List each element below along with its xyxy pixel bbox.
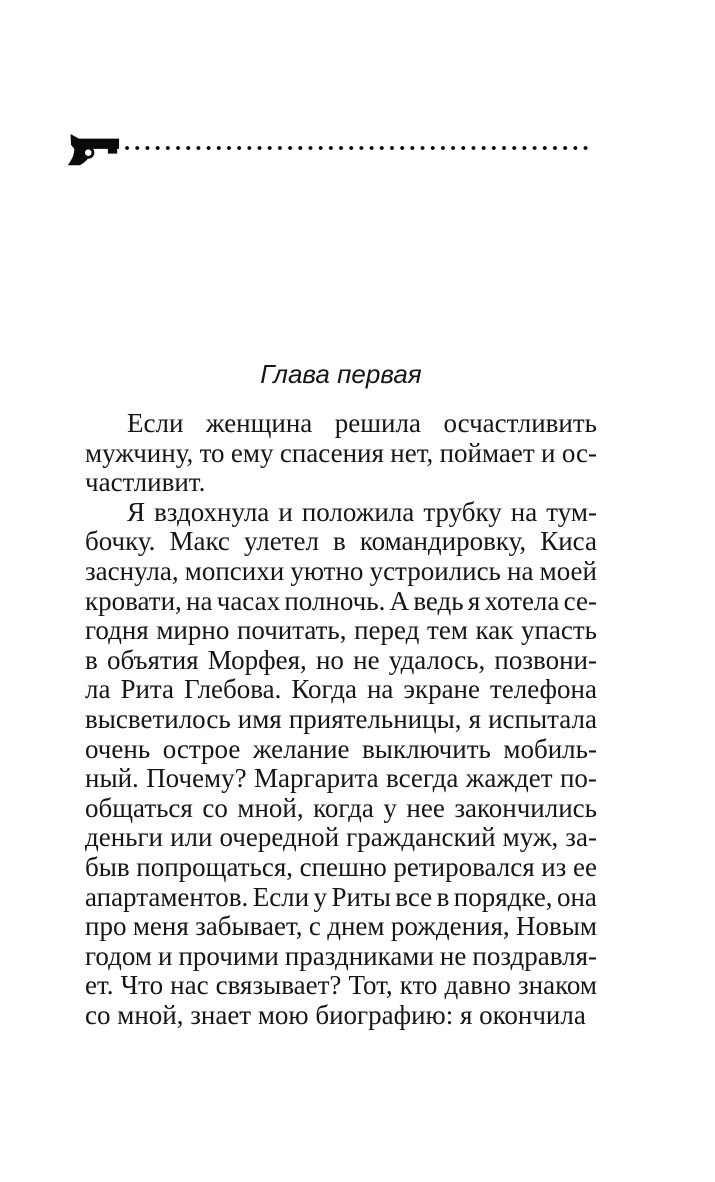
- text-line: про меня забывает, с днем рождения, Новым: [85, 911, 597, 942]
- text-line: апартаментов. Если у Риты все в порядке, она: [85, 881, 597, 912]
- chapter-header: [64, 128, 590, 168]
- text-line: Я вздохнула и положила трубку на тум-: [127, 496, 597, 527]
- text-line: высветилось имя приятельницы, я испытала: [85, 703, 597, 734]
- text-line: Если женщина решила осчастливить: [127, 408, 597, 438]
- text-line: ный. Почему? Маргарита всегда жаждет по-: [85, 763, 597, 794]
- text-line: кровати, на часах полночь. А ведь я хотела се-: [85, 585, 597, 616]
- paragraph: [85, 409, 597, 498]
- text-line: в объятия Морфея, но не удалось, позвони-: [85, 644, 597, 675]
- text-line: частливит.: [85, 467, 206, 498]
- text-line: деньги или очередной гражданский муж, за-: [85, 822, 597, 853]
- paragraph: [85, 498, 597, 1031]
- text-line: ла Рита Глебова. Когда на экране телефона: [85, 674, 597, 705]
- text-line: быв попрощаться, спешно ретировался из ее: [85, 851, 597, 882]
- dotted-divider: [122, 144, 590, 152]
- chapter-title: Глава первая: [260, 359, 422, 389]
- body-text: [85, 409, 597, 1030]
- text-line: мужчину, то ему спасения нет, поймает и ос-: [85, 437, 597, 468]
- text-line: очень острое желание выключить мобиль-: [85, 733, 597, 764]
- revolver-icon: [64, 128, 120, 168]
- text-line: бочку. Макс улетел в командировку, Киса: [85, 526, 597, 557]
- text-line: ет. Что нас связывает? Тот, кто давно знаком: [85, 970, 597, 1001]
- text-line: годом и прочими праздниками не поздравля-: [85, 940, 597, 971]
- text-line: годня мирно почитать, перед тем как упасть: [85, 615, 597, 646]
- text-line: со мной, знает мою биографию: я окончила: [85, 999, 586, 1030]
- text-line: заснула, мопсихи уютно устроились на моей: [85, 555, 597, 586]
- text-line: общаться со мной, когда у нее закончились: [85, 792, 597, 823]
